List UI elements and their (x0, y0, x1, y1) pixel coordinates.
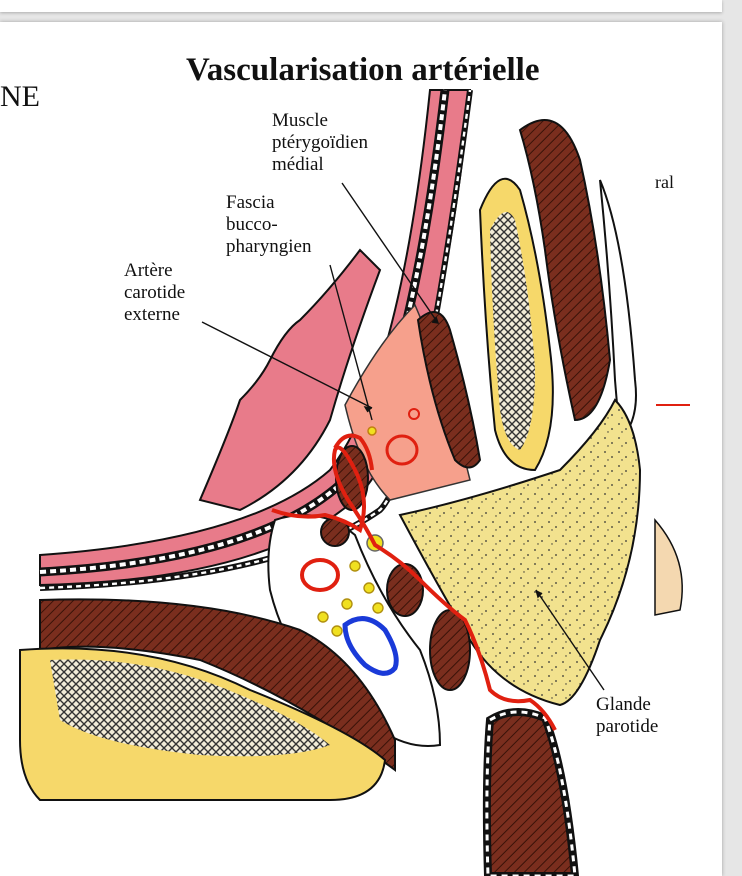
label-line: bucco- (226, 214, 278, 235)
slide (0, 22, 722, 876)
right-text-fragment: ral (655, 172, 674, 192)
label-fascia-bucco-pharyngien (226, 192, 311, 258)
label-line: pharyngien (226, 236, 312, 257)
slide-title: Vascularisation artérielle (186, 52, 540, 88)
right-partial-shape (655, 520, 682, 615)
label-line: Artère (124, 260, 173, 281)
label-line: ptérygoïdien (272, 132, 369, 153)
label-line: Fascia (226, 192, 275, 213)
label-line: médial (272, 154, 324, 175)
label-line: Glande (596, 694, 651, 715)
label-line: externe (124, 304, 180, 325)
left-text-fragment: NE (0, 80, 40, 113)
label-muscle-pterygoidien-medial (272, 110, 368, 176)
label-glande-parotide (596, 694, 658, 738)
styloid-muscle-3 (387, 564, 423, 616)
label-line: parotide (596, 716, 659, 737)
label-line: Muscle (272, 110, 328, 131)
label-artere-carotide-externe (124, 260, 185, 326)
bottom-column (487, 712, 575, 876)
previous-slide-strip (0, 0, 722, 12)
label-line: carotide (124, 282, 186, 303)
